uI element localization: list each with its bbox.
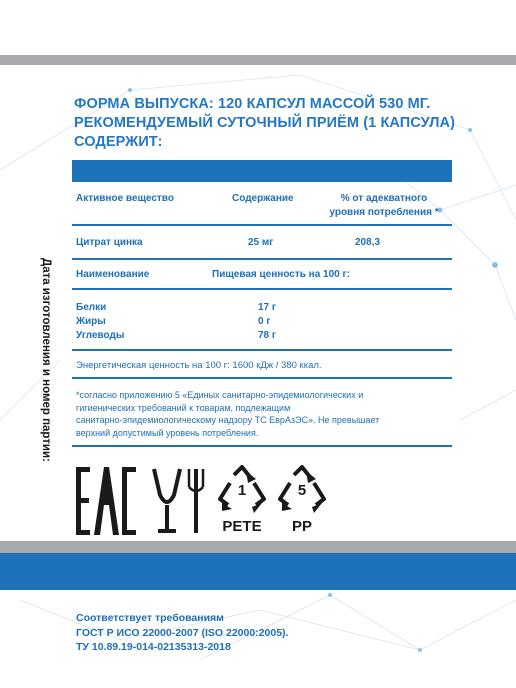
svg-text:EAC: EAC: [74, 465, 77, 466]
col-nutrition-value: Пищевая ценность на 100 г:: [212, 269, 351, 280]
bottom-grey-band: [0, 541, 516, 553]
nutrient-name: Белки: [76, 302, 107, 313]
footnote-line: верхний допустимый уровень потребления.: [76, 427, 259, 438]
contains-heading: СОДЕРЖИТ:: [74, 134, 163, 150]
svg-text:PETE: PETE: [222, 518, 262, 535]
table-bottom-line: [72, 445, 452, 447]
top-grey-band: [0, 55, 516, 65]
recycle-pete-icon: [212, 465, 272, 537]
footnote-line: гигиенических требований к товарам, подлежащим: [76, 402, 291, 413]
gost-line: ТУ 10.89.19-014-02135313-2018: [76, 641, 231, 653]
col-percent-line2: уровня потребления *: [329, 207, 439, 218]
daily-intake-heading: РЕКОМЕНДУЕМЫЙ СУТОЧНЫЙ ПРИЁМ (1 КАПСУЛА): [74, 115, 456, 131]
table-divider: [72, 349, 452, 351]
table-divider: [72, 258, 452, 260]
svg-text:5: 5: [297, 482, 307, 499]
eac-mark-icon: [74, 465, 138, 537]
batch-date-label: Дата изготовления и номер партии:: [40, 258, 52, 462]
svg-text:PP: PP: [291, 518, 313, 535]
nutrient-value: 17 г: [258, 302, 277, 313]
svg-text:1: 1: [237, 482, 247, 499]
active-substance-name: Цитрат цинка: [76, 237, 143, 248]
nutrient-name: Углеводы: [76, 330, 125, 341]
recycle-pp-icon: [272, 465, 332, 537]
gost-line: ГОСТ Р ИСО 22000-2007 (ISO 22000:2005).: [76, 626, 289, 639]
table-divider: [72, 377, 452, 379]
footnote-line: санитарно-эпидемиологическому надзору ТС ЕврАзЭС». Не превышает: [76, 415, 380, 425]
col-content: Содержание: [232, 193, 294, 204]
energy-value: Энергетическая ценность на 100 г: 1600 кДж / 380 ккал.: [76, 360, 322, 371]
col-percent-line1: % от адекватного: [340, 193, 428, 204]
table-divider: [72, 224, 452, 226]
table-header-bar: [72, 160, 452, 182]
active-substance-amount: 25 мг: [248, 237, 274, 248]
footnote-line: *согласно приложению 5 «Единых санитарно-эпидемиологических и: [76, 390, 364, 400]
nutrient-name: Жиры: [76, 316, 106, 327]
food-safe-icon: [150, 465, 208, 537]
col-active-substance: Активное вещество: [76, 193, 174, 204]
nutrient-value: 0 г: [258, 316, 271, 327]
active-substance-percent: 208,3: [355, 237, 381, 248]
table-divider: [72, 288, 452, 290]
release-form-heading: ФОРМА ВЫПУСКА: 120 КАПСУЛ МАССОЙ 530 МГ.: [74, 96, 431, 112]
bottom-blue-band: [0, 553, 516, 590]
gost-line: Соответствует требованиям: [76, 612, 224, 624]
col-name: Наименование: [76, 269, 150, 280]
nutrient-value: 78 г: [258, 330, 277, 341]
